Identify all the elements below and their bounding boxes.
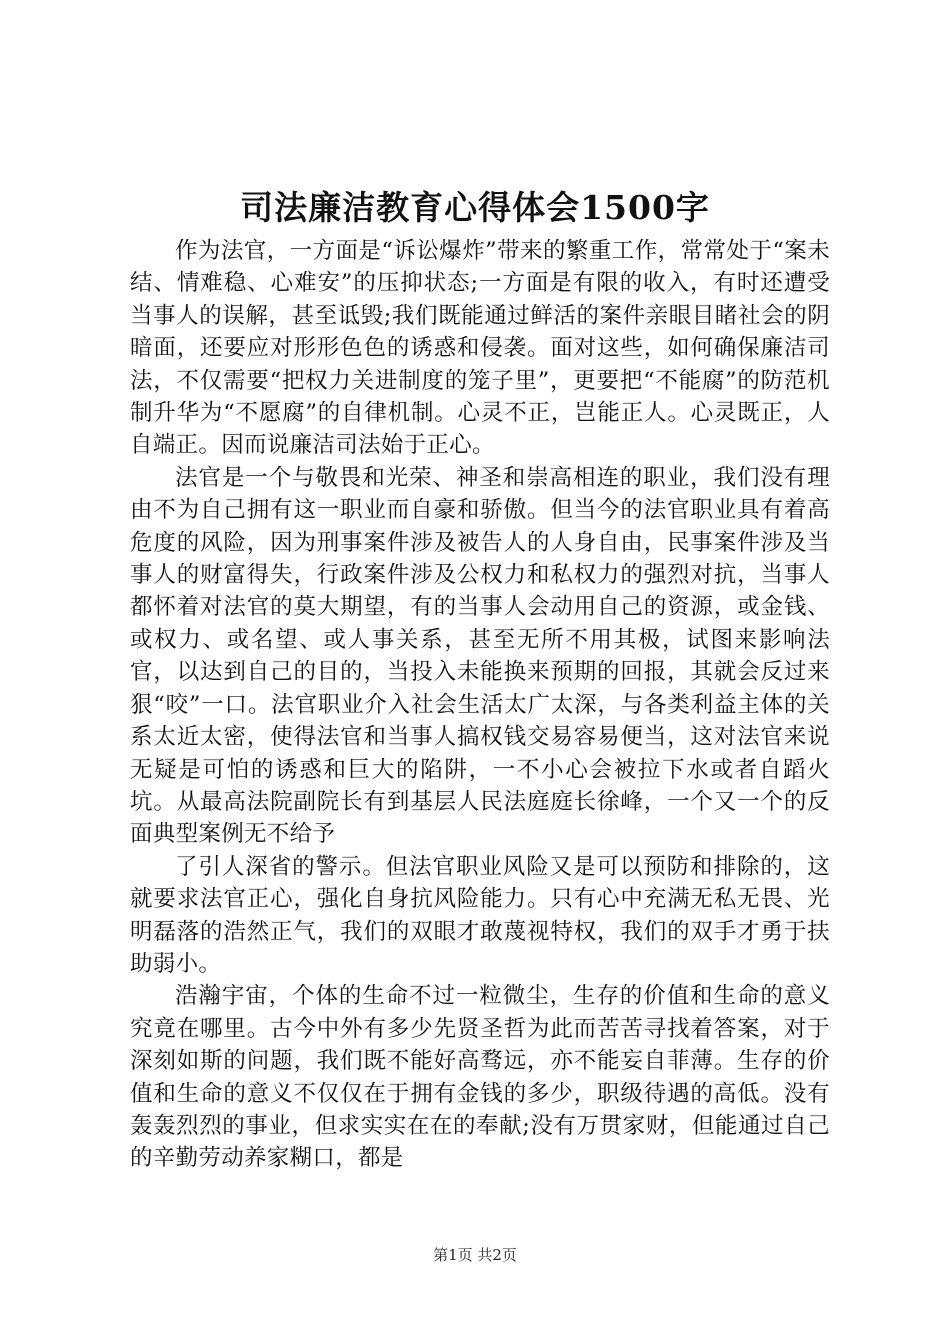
paragraph-2: 法官是一个与敬畏和光荣、神圣和崇高相连的职业，我们没有理由不为自己拥有这一职业而自豪和骄傲。但当今的法官职业具有着高危度的风险，因为刑事案件涉及被告人的人身自由，民事案件涉及当事人的财富得失，行政案件涉及公权力和私权力的强烈对抗，当事人都怀着对法官的莫大期望，有的当事人会动用自己的资源，或金钱、或权力、或名望、或人事关系，甚至无所不用其极，试图来影响法官，以达到自己的目的，当投入未能换来预期的回报，其就会反过来狠“咬”一口。法官职业介入社会生活太广太深，与各类利益主体的关系太近太密，使得法官和当事人搞权钱交易容易便当，这对法官来说无疑是可怕的诱惑和巨大的陷阱，一不小心会被拉下水或者自蹈火坑。从最高法院副院长有到基层人民法庭庭长徐峰，一个又一个的反面典型案例无不给予 xyxy=(130,464,830,848)
page-number-footer: 第1页 共2页 xyxy=(433,1246,517,1264)
paragraph-4: 浩瀚宇宙，个体的生命不过一粒微尘，生存的价值和生命的意义究竟在哪里。古今中外有多少先贤圣哲为此而苦苦寻找着答案，对于深刻如斯的问题，我们既不能好高骛远，亦不能妄自菲薄。生存的价值和生命的意义不仅仅在于拥有金钱的多少，职级待遇的高低。没有轰轰烈烈的事业，但求实实在在的奉献;没有万贯家财，但能通过自己的辛勤劳动养家糊口，都是 xyxy=(130,983,830,1172)
paragraph-1: 作为法官，一方面是“诉讼爆炸”带来的繁重工作，常常处于“案未结、情难稳、心难安”的压抑状态;一方面是有限的收入，有时还遭受当事人的误解，甚至诋毁;我们既能通过鲜活的案件亲眼目睹社会的阴暗面，还要应对形形色色的诱惑和侵袭。面对这些，如何确保廉洁司法，不仅需要“把权力关进制度的笼子里”，更要把“不能腐”的防范机制升华为“不愿腐”的自律机制。心灵不正，岂能正人。心灵既正，人自端正。因而说廉洁司法始于正心。 xyxy=(130,238,830,459)
document-title: 司法廉洁教育心得体会1500字 xyxy=(240,188,710,227)
paragraph-3: 了引人深省的警示。但法官职业风险又是可以预防和排除的，这就要求法官正心，强化自身抗风险能力。只有心中充满无私无畏、光明磊落的浩然正气，我们的双眼才敢蔑视特权，我们的双手才勇于扶助弱小。 xyxy=(130,853,830,977)
document-body xyxy=(130,235,830,1175)
